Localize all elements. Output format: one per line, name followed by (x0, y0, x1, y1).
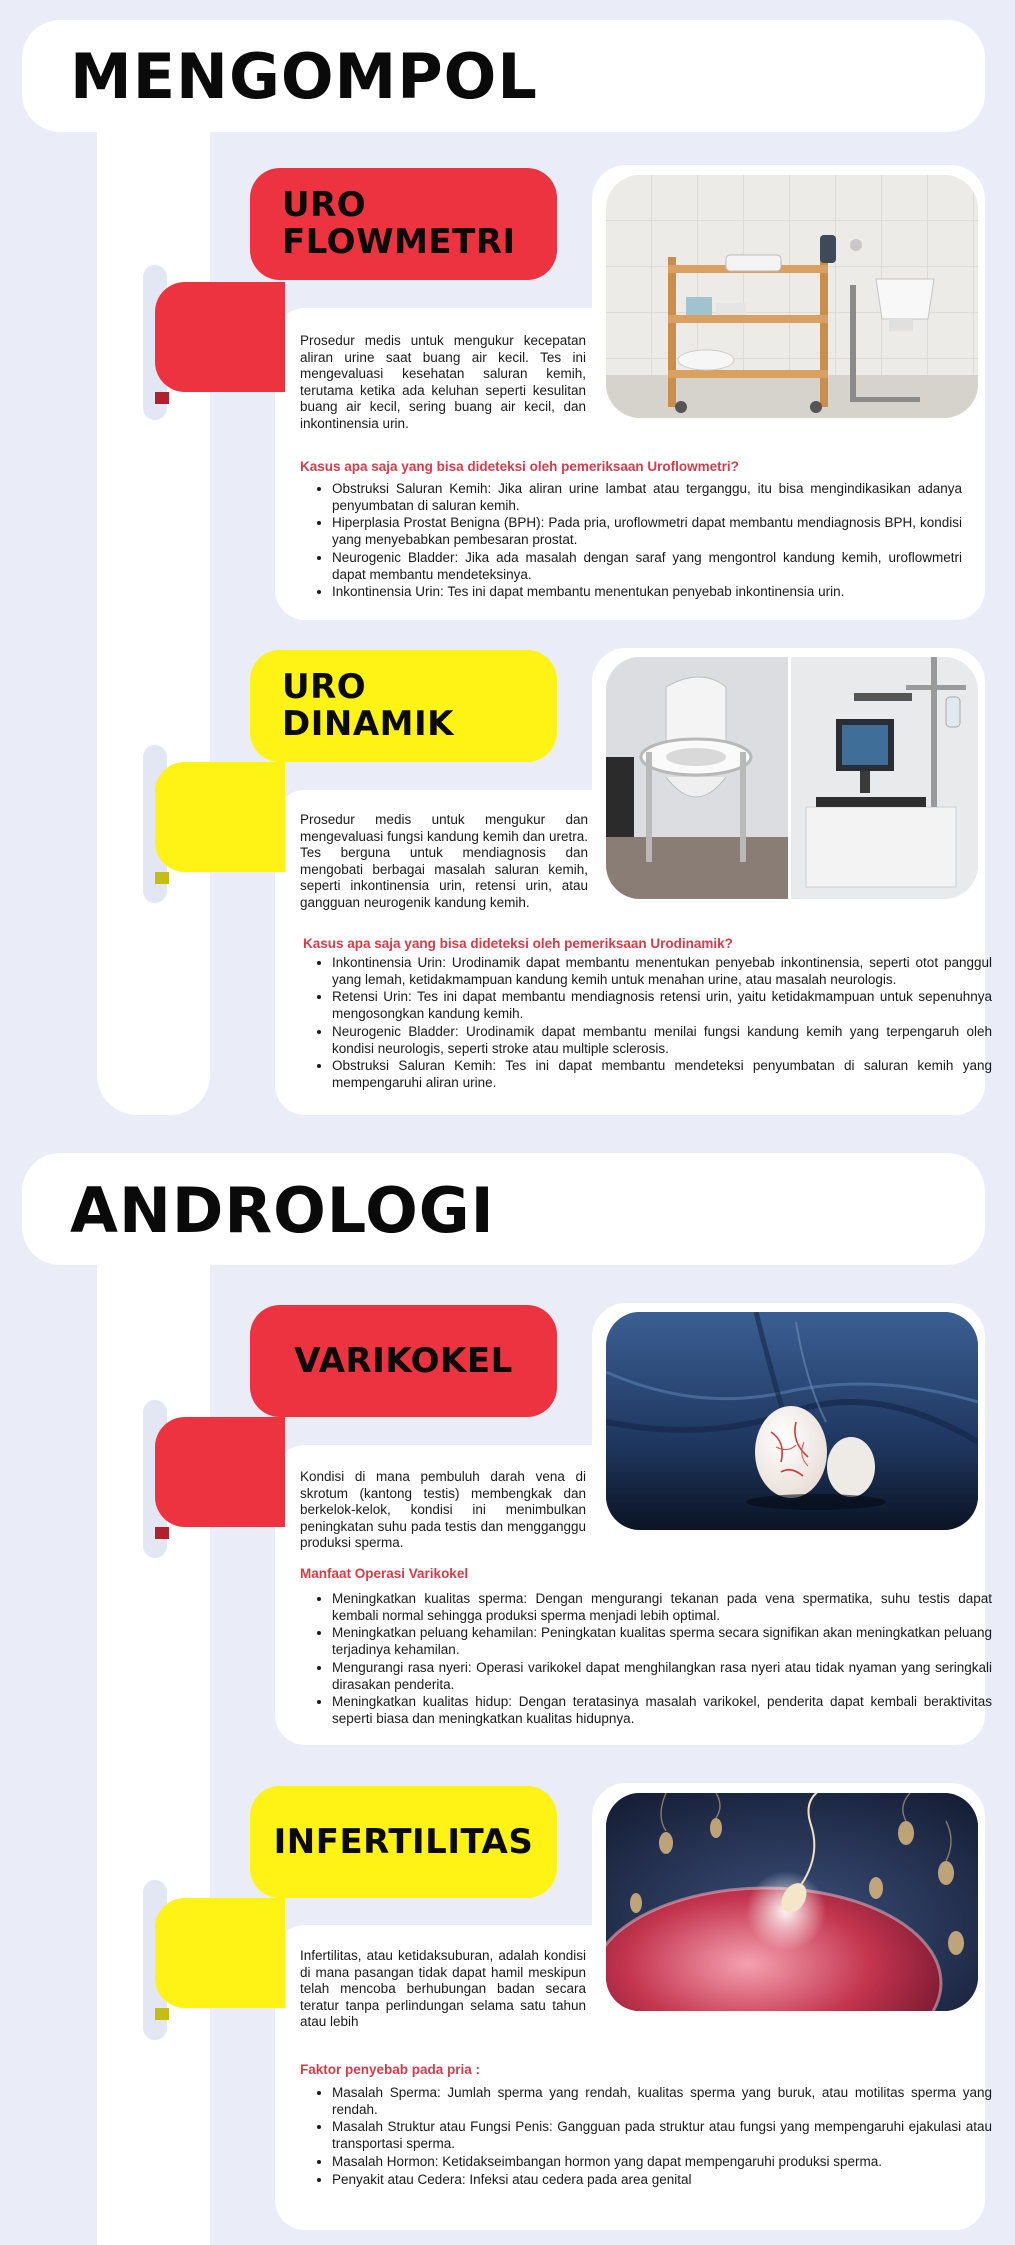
varikokel-photo (606, 1312, 978, 1530)
varikokel-title: VARIKOKEL (294, 1340, 513, 1381)
list-item: • Penyakit atau Cedera: Infeksi atau cedera pada area genital (332, 2172, 992, 2189)
list-item: • Meningkatkan peluang kehamilan: Peningkatan kualitas sperma secara signifikan akan meningkatkan peluang terjadinya kehamilan. (332, 1625, 992, 1658)
varikokel-question: Manfaat Operasi Varikokel (300, 1566, 469, 1581)
infertilitas-tab (250, 1786, 557, 1898)
infertilitas-question: Faktor penyebab pada pria : (300, 2062, 481, 2077)
varikokel-tab (250, 1305, 557, 1417)
list-item: • Meningkatkan kualitas sperma: Dengan mengurangi tekanan pada vena spermatika, suhu testis dapat kembali normal sehingga produksi sperma menjadi lebih optimal. (332, 1591, 992, 1624)
varikokel-list (300, 1591, 992, 1729)
list-item: • Hiperplasia Prostat Benigna (BPH): Pada pria, uroflowmetri dapat membantu mendiagnosis BPH, kondisi yang menyebabkan pembesaran prostat. (332, 515, 962, 548)
mengompol-spine (97, 100, 210, 1115)
uroflowmetri-list (300, 481, 962, 602)
denim-eggs-image (606, 1312, 978, 1530)
infertilitas-photo (606, 1793, 978, 2011)
urodinamik-description: Prosedur medis untuk mengukur dan mengevaluasi fungsi kandung kemih dan uretra. Tes berguna untuk mendiagnosis dan mengobati berbagai masalah saluran kemih, seperti inkontinensia urin, retensi urin, atau gangguan neurogenik kandung kemih. (300, 812, 588, 910)
andrologi-spine (97, 1235, 210, 2245)
uroflowmetri-title-line2: FLOWMETRI (282, 222, 516, 262)
uroflowmetri-description: Prosedur medis untuk mengukur kecepatan aliran urine saat buang air kecil. Tes ini mengevaluasi kesehatan saluran kemih, terutama ketika ada keluhan seperti kesulitan buang air kecil, sering buang air kecil, dan inkontinensia urin. (300, 333, 586, 431)
urodynamic-equipment-image (606, 657, 978, 899)
uroflowmetri-photo (606, 175, 978, 418)
uroflowmetri-question: Kasus apa saja yang bisa dideteksi oleh pemeriksaan Uroflowmetri? (300, 459, 739, 474)
infertilitas-title: INFERTILITAS (273, 1821, 534, 1862)
list-item: • Neurogenic Bladder: Jika ada masalah dengan saraf yang mengontrol kandung kemih, uroflowmetri dapat membantu mendeteksinya. (332, 550, 962, 583)
urodinamik-photo (606, 657, 978, 899)
urodinamik-title-line2: DINAMIK (282, 704, 454, 744)
infertilitas-flag (155, 1898, 285, 2008)
uroflowmetry-equipment-image (606, 175, 978, 418)
urodinamik-title-line1: URO (282, 667, 367, 708)
uroflowmetri-title-line1: URO (282, 185, 367, 226)
infertilitas-description: Infertilitas, atau ketidaksuburan, adalah kondisi di mana pasangan tidak dapat hamil meskipun telah mencoba berhubungan badan secara teratur tanpa perlindungan selama satu tahun atau lebih (300, 1948, 586, 2029)
urodinamik-tab (250, 650, 557, 762)
list-item: • Masalah Sperma: Jumlah sperma yang rendah, kualitas sperma yang buruk, atau motilitas sperma yang rendah. (332, 2085, 992, 2118)
varikokel-flag (155, 1417, 285, 1527)
list-item: • Inkontinensia Urin: Tes ini dapat membantu menentukan penyebab inkontinensia urin. (332, 584, 962, 601)
list-item: • Neurogenic Bladder: Urodinamik dapat membantu menilai fungsi kandung kemih yang terpengaruh oleh kondisi neurologis, seperti stroke atau multiple sclerosis. (332, 1024, 992, 1057)
list-item: • Obstruksi Saluran Kemih: Tes ini dapat membantu mendeteksi penyumbatan di saluran kemih yang mempengaruhi aliran urine. (332, 1058, 992, 1091)
varikokel-description: Kondisi di mana pembuluh darah vena di skrotum (kantong testis) membengkak dan berkelok-kelok, kondisi ini menimbulkan peningkatan suhu pada testis dan mengganggu produksi sperma. (300, 1469, 586, 1550)
list-item: • Mengurangi rasa nyeri: Operasi varikokel dapat menghilangkan rasa nyeri atau tidak nyaman yang seringkali dirasakan penderita. (332, 1660, 992, 1693)
infertilitas-list (300, 2085, 992, 2189)
uroflowmetri-flag (155, 282, 285, 392)
section-title-mengompol: MENGOMPOL (70, 40, 538, 113)
urodinamik-list (300, 955, 992, 1093)
urodinamik-flag (155, 762, 285, 872)
list-item: • Retensi Urin: Tes ini dapat membantu mendiagnosis retensi urin, yaitu ketidakmampuan untuk sepenuhnya mengosongkan kandung kemih. (332, 989, 992, 1022)
section-title-andrologi: ANDROLOGI (70, 1174, 495, 1247)
urodinamik-question: Kasus apa saja yang bisa dideteksi oleh pemeriksaan Urodinamik? (303, 936, 733, 951)
list-item: • Obstruksi Saluran Kemih: Jika aliran urine lambat atau terganggu, itu bisa mengindikasikan adanya penyumbatan di saluran kemih. (332, 481, 962, 514)
list-item: • Inkontinensia Urin: Urodinamik dapat membantu menentukan penyebab inkontinensia, seperti otot panggul yang lemah, ketidakmampuan kandung kemih untuk menahan urine, atau masalah neurologis. (332, 955, 992, 988)
uroflowmetri-tab (250, 168, 557, 280)
list-item: • Meningkatkan kualitas hidup: Dengan teratasinya masalah varikokel, penderita dapat kembali beraktivitas seperti biasa dan meningkatkan kualitas hidupnya. (332, 1694, 992, 1727)
list-item: • Masalah Struktur atau Fungsi Penis: Gangguan pada struktur atau fungsi yang mempengaruhi ejakulasi atau transportasi sperma. (332, 2119, 992, 2152)
sperm-egg-image (606, 1793, 978, 2011)
list-item: • Masalah Hormon: Ketidakseimbangan hormon yang dapat mempengaruhi produksi sperma. (332, 2154, 992, 2171)
